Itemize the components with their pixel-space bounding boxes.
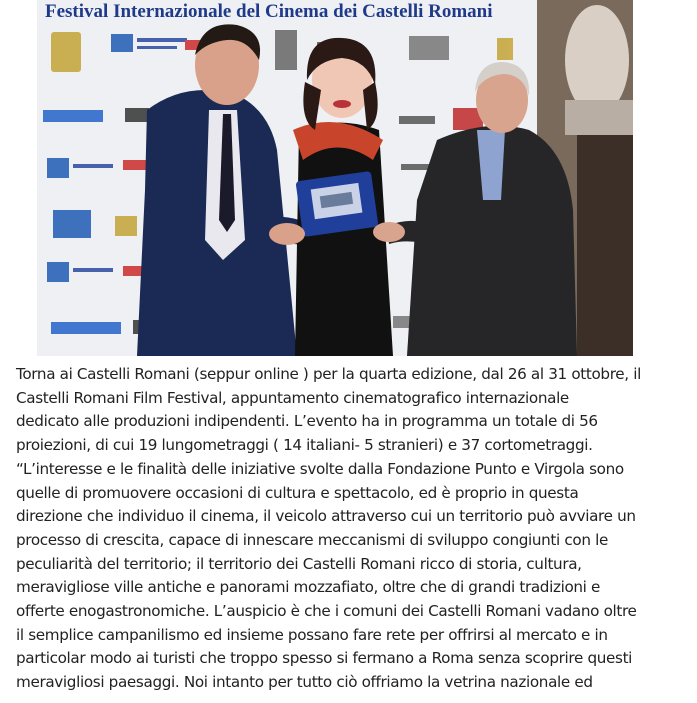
article-line: processo di crescita, capace di innescare meccanismi di sviluppo congiunti con le bbox=[16, 530, 608, 549]
article-line: dedicato alle produzioni indipendenti. L’evento ha in programma un totale di 56 bbox=[16, 412, 598, 431]
article-line: Torna ai Castelli Romani (seppur online ) per la quarta edizione, dal 26 al 31 ottobre, il bbox=[16, 365, 641, 383]
marble-bust-icon bbox=[565, 5, 629, 115]
article-line: offerte enogastronomiche. L’auspicio è che i comuni dei Castelli Romani vadano oltre bbox=[16, 602, 637, 621]
article-line: particolar modo ai turisti che troppo spesso si fermano a Roma senza scoprire questi bbox=[16, 649, 633, 668]
article-body bbox=[16, 363, 681, 695]
article-line: proiezioni, di cui 19 lungometraggi ( 14 italiani- 5 stranieri) e 37 cortometraggi. bbox=[16, 436, 593, 455]
banner-title: Festival Internazionale del Cinema dei Castelli Romani bbox=[45, 1, 493, 22]
article-line: meravigliosi paesaggi. Noi intanto per tutto ciò offriamo la vetrina nazionale ed bbox=[16, 673, 593, 692]
article-line: meravigliose ville antiche e panorami mozzafiato, oltre che di grandi tradizioni e bbox=[16, 578, 601, 597]
article-line: quelle di promuovere occasioni di cultura e spettacolo, ed è proprio in questa bbox=[16, 483, 579, 502]
award-plaque-icon bbox=[295, 171, 378, 237]
article-line: Castelli Romani Film Festival, appuntamento cinematografico internazionale bbox=[16, 388, 569, 407]
award-photo bbox=[37, 0, 633, 356]
article-line: il semplice campanilismo ed insieme possano fare rete per offrirsi al mercato e in bbox=[16, 625, 608, 644]
article-line: “L’interesse e le finalità delle iniziative svolte dalla Fondazione Punto e Virgola sono bbox=[16, 459, 624, 478]
article-line: direzione che individuo il cinema, il veicolo attraverso cui un territorio può avviare un bbox=[16, 507, 636, 526]
article-line: peculiarità del territorio; il territorio dei Castelli Romani ricco di storia, cultura, bbox=[16, 554, 582, 573]
